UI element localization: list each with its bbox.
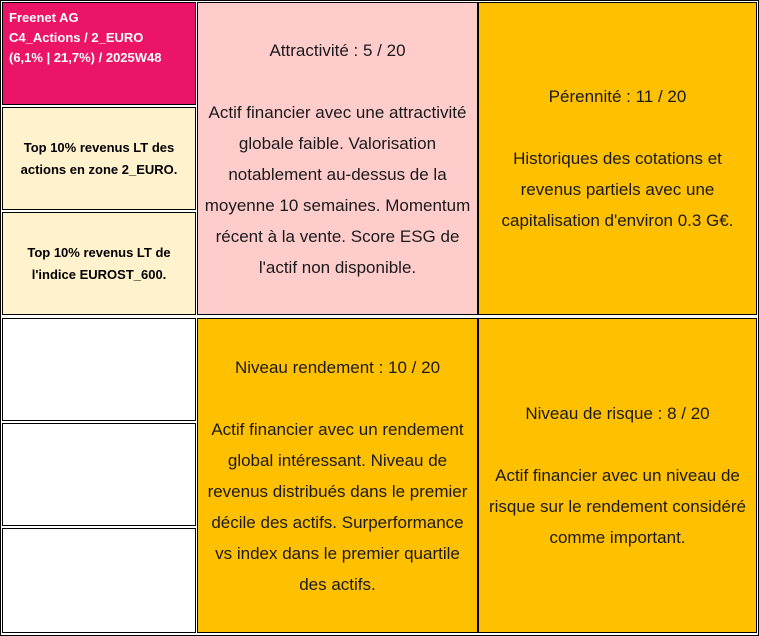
- empty-cell-1: [2, 318, 196, 421]
- empty-cell-3: [2, 528, 196, 633]
- asset-stats: (6,1% | 21,7%) / 2025W48: [9, 50, 162, 65]
- asset-category: C4_Actions / 2_EURO: [9, 30, 144, 45]
- perennite-description: Historiques des cotations et revenus partiels avec une capitalisation d'environ 0.3 G€.: [501, 149, 734, 230]
- attractivite-description: Actif financier avec une attractivité globale faible. Valorisation notablement au-dessus de la moyenne 10 semaines. Momentum récent à la vente. Score ESG de l'actif non disponible.: [204, 102, 471, 277]
- rendement-card: [197, 318, 478, 633]
- asset-name: Freenet AG: [9, 10, 79, 25]
- tag-index-ranking: [2, 212, 196, 315]
- attractivite-card: [197, 2, 478, 315]
- rendement-description: Actif financier avec un rendement global intéressant. Niveau de revenus distribués dans le premier décile des actifs. Surperformance vs index dans le premier quartile des actifs.: [207, 419, 468, 594]
- attractivite-title: Attractivité : 5 / 20: [269, 40, 406, 60]
- perennite-card: [478, 2, 757, 315]
- rendement-title: Niveau rendement : 10 / 20: [234, 357, 441, 377]
- asset-header: [2, 2, 196, 105]
- perennite-title: Pérennité : 11 / 20: [548, 87, 687, 106]
- tag-zone-ranking: [2, 107, 196, 210]
- tag-zone-ranking-text: Top 10% revenus LT des actions en zone 2_EURO.: [20, 139, 178, 177]
- tag-index-ranking-text: Top 10% revenus LT de l'indice EUROST_600.: [27, 244, 171, 282]
- empty-cell-2: [2, 423, 196, 526]
- risque-title: Niveau de risque : 8 / 20: [525, 404, 710, 423]
- risque-card: [478, 318, 757, 633]
- risque-description: Actif financier avec un niveau de risque sur le rendement considéré comme important.: [488, 466, 747, 547]
